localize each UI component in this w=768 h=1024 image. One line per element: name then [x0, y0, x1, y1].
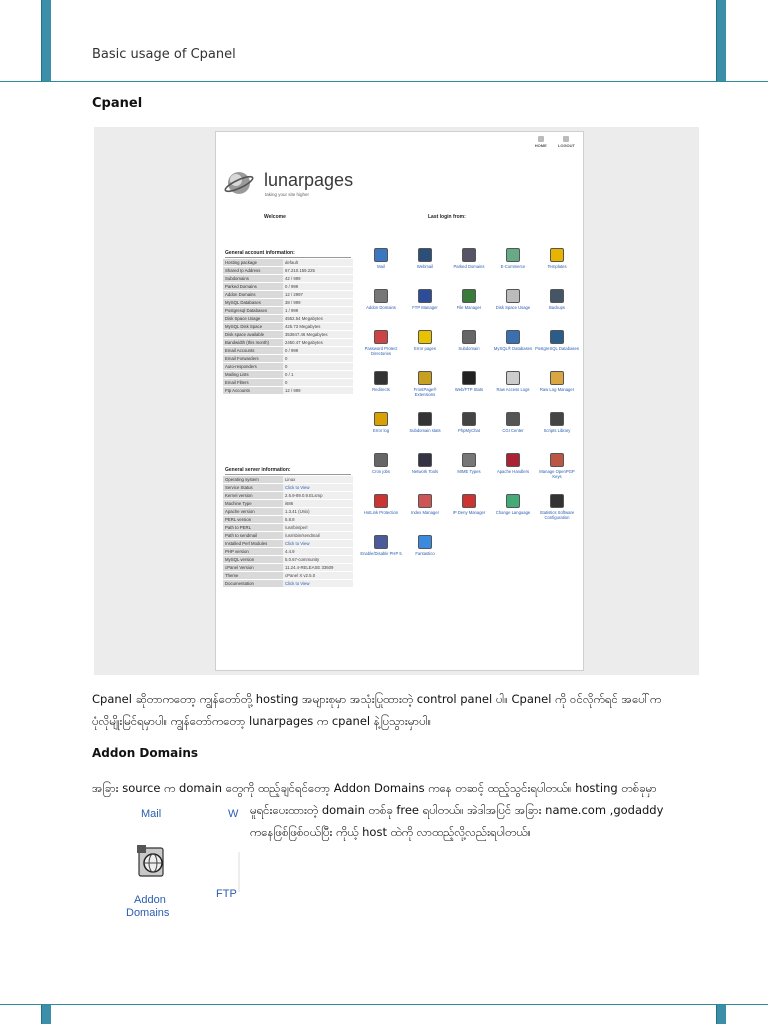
paragraph-line: ပုံလိုမျိုးမြင်ရမှာပါ။ ကျွန်တော်ကတော့ lunarpages က cpanel နဲ့ပြသွားမှာပါ။ [92, 714, 432, 728]
info-value: 2.6.9-89.0.9.ELsmp [283, 492, 353, 499]
info-key: MySQL Disk Space [223, 323, 283, 330]
cpanel-icon-label: Error log [372, 428, 390, 433]
cpanel-icon-templates[interactable] [535, 248, 579, 269]
info-row [223, 299, 353, 306]
info-key: PHP version [223, 548, 283, 555]
header-right-bar [716, 0, 726, 82]
logout-link[interactable]: LOGOUT [558, 136, 575, 148]
cpanel-feature-icon [374, 289, 388, 303]
info-key: Operating system [223, 476, 283, 483]
cpanel-icon-label: CGI Center [502, 428, 524, 433]
info-key: Machine Type [223, 500, 283, 507]
cpanel-feature-icon [374, 535, 388, 549]
cpanel-icon-network-tools[interactable] [403, 453, 447, 474]
info-value: /usr/bin/perl [283, 524, 353, 531]
section-heading-addon-domains: Addon Domains [92, 746, 199, 760]
info-key: MySQL Databases [223, 299, 283, 306]
info-key: Ftp Accounts [223, 387, 283, 394]
info-row [223, 556, 353, 563]
info-key: Parked Domains [223, 283, 283, 290]
addon-domains-crop [96, 800, 246, 930]
cpanel-feature-icon [550, 248, 564, 262]
info-row [223, 540, 353, 547]
info-key: Subdomains [223, 275, 283, 282]
info-row [223, 267, 353, 274]
info-key: Disk Space Usage [223, 315, 283, 322]
home-link[interactable]: HOME [535, 136, 547, 148]
cpanel-icon-enable-disable-php-5[interactable] [359, 535, 403, 556]
cpanel-icon-label: Manage OpenPGP Keys [539, 469, 575, 479]
mail-label: Mail [141, 808, 162, 820]
info-value: 0 / 999 [283, 283, 353, 290]
cpanel-icon-label: E-Commerce [500, 264, 526, 269]
cpanel-icon-raw-log-manager[interactable] [535, 371, 579, 392]
planet-logo-icon [224, 168, 254, 198]
cpanel-icon-password-protect-directories[interactable] [359, 330, 403, 356]
general-account-heading: General account information: [225, 250, 351, 258]
info-value: 1 / 999 [283, 307, 353, 314]
cpanel-feature-icon [418, 453, 432, 467]
cpanel-feature-icon [550, 330, 564, 344]
cpanel-icon-label: Redirects [372, 387, 390, 392]
general-server-heading: General server information: [225, 467, 351, 475]
info-value: 12 / 2997 [283, 291, 353, 298]
cpanel-icon-label: Error pages [414, 346, 436, 351]
cpanel-icon-label: IP Deny Manager [452, 510, 486, 515]
logo-wordmark: lunarpages [264, 170, 354, 190]
info-row [223, 508, 353, 515]
info-row [223, 500, 353, 507]
cpanel-feature-icon [550, 412, 564, 426]
cpanel-icon-mime-types[interactable] [447, 453, 491, 474]
addon-domains-icon[interactable] [136, 844, 168, 880]
info-value: 0 / 1 [283, 371, 353, 378]
cpanel-icon-label: Disk Space Usage [495, 305, 531, 310]
paragraph-line: Cpanel ဆိုတာကတော့ ကျွန်တော်တို့ hosting အများစုမှာ အသုံးပြုထားတဲ့ control panel ပါ။ Cpanel ကို ဝင်လိုက်ရင် အပေါ်က [92, 692, 662, 706]
cpanel-icon-label: MySQL® Databases [493, 346, 533, 351]
cpanel-icon-manage-openpgp-keys[interactable] [535, 453, 579, 479]
cpanel-icon-disk-space-usage[interactable] [491, 289, 535, 310]
info-key: Email Forwarders [223, 355, 283, 362]
cpanel-feature-icon [418, 289, 432, 303]
cpanel-icon-webmail[interactable] [403, 248, 447, 269]
cpanel-feature-icon [374, 494, 388, 508]
cpanel-icon-hotlink-protection[interactable] [359, 494, 403, 515]
cpanel-icon-subdomain[interactable] [447, 330, 491, 351]
info-key: Kernel version [223, 492, 283, 499]
cpanel-icon-file-manager[interactable] [447, 289, 491, 310]
info-value: 1.3.41 (Unix) [283, 508, 353, 515]
info-value: i686 [283, 500, 353, 507]
info-row [223, 492, 353, 499]
paragraph-addon-line1: အခြား source က domain တွေကို ထည့်ချင်ရင်တော့ Addon Domains ကနေ တဆင့် ထည့်သွင်းရပါတယ်။ hosting တစ်ခုမှာ [92, 781, 657, 795]
cpanel-feature-icon [506, 289, 520, 303]
info-key: Theme [223, 572, 283, 579]
info-key: Apache version [223, 508, 283, 515]
info-row [223, 315, 353, 322]
info-value: 0 [283, 379, 353, 386]
cpanel-icon-label: Scripts Library [543, 428, 571, 433]
info-row [223, 283, 353, 290]
info-value: 2450.47 Megabytes [283, 339, 353, 346]
footer-rule [0, 1004, 768, 1005]
paragraph-cpanel-intro [92, 688, 712, 732]
info-value: 4552.54 Megabytes [283, 315, 353, 322]
cpanel-icon-parked-domains[interactable] [447, 248, 491, 269]
info-value: Linux [283, 476, 353, 483]
info-key: Auto-responders [223, 363, 283, 370]
info-key: Email Filters [223, 379, 283, 386]
cpanel-feature-icon [462, 330, 476, 344]
cpanel-feature-icon [506, 412, 520, 426]
info-value: 12 / 999 [283, 387, 353, 394]
info-row [223, 572, 353, 579]
info-row [223, 339, 353, 346]
cpanel-feature-icon [418, 494, 432, 508]
cpanel-feature-icon [506, 330, 520, 344]
cpanel-icon-phpmychat[interactable] [447, 412, 491, 433]
cpanel-feature-icon [550, 453, 564, 467]
info-row [223, 564, 353, 571]
cpanel-feature-icon [418, 371, 432, 385]
info-value: 0 / 999 [283, 347, 353, 354]
cpanel-icon-cgi-center[interactable] [491, 412, 535, 433]
info-row [223, 371, 353, 378]
footer-left-bar [41, 1004, 51, 1024]
account-info-table [223, 258, 353, 395]
cpanel-feature-icon [462, 248, 476, 262]
info-row [223, 580, 353, 587]
cpanel-icon-fantastico[interactable] [403, 535, 447, 556]
cpanel-feature-icon [418, 248, 432, 262]
click-to-view-link[interactable]: Click to View [283, 484, 353, 491]
info-key: Email Accounts [223, 347, 283, 354]
cpanel-icon-label: Templates [547, 264, 567, 269]
cpanel-icon-ftp-manager[interactable] [403, 289, 447, 310]
info-value: 11.24.4-RELEASE 33609 [283, 564, 353, 571]
cpanel-feature-icon [506, 494, 520, 508]
last-login-label: Last login from: [428, 214, 466, 220]
cpanel-icon-label: PostgreSQL Databases [535, 346, 579, 351]
info-row [223, 331, 353, 338]
info-row [223, 516, 353, 523]
cpanel-feature-icon [462, 371, 476, 385]
footer-right-bar [716, 1004, 726, 1024]
cpanel-icon-apache-handlers[interactable] [491, 453, 535, 474]
info-value: default [283, 259, 353, 266]
cpanel-icon-label: Subdomain stats [409, 428, 441, 433]
crop-divider [238, 852, 240, 892]
cpanel-icon-frontpage-extensions[interactable] [403, 371, 447, 397]
info-key: PERL version [223, 516, 283, 523]
info-row [223, 363, 353, 370]
info-key: Installed Perl Modules [223, 540, 283, 547]
cpanel-icon-label: Change Language [495, 510, 531, 515]
click-to-view-link[interactable]: Click to View [283, 580, 353, 587]
info-value: 42 / 999 [283, 275, 353, 282]
info-value: 353847.46 Megabytes [283, 331, 353, 338]
cpanel-icon-label: Statistics Software Configuration [539, 510, 575, 520]
cpanel-icon-web-ftp-stats[interactable] [447, 371, 491, 392]
cpanel-feature-icon [374, 371, 388, 385]
info-key: Documentation [223, 580, 283, 587]
cpanel-icon-mysql-databases[interactable] [491, 330, 535, 351]
cpanel-feature-icon [462, 289, 476, 303]
cpanel-feature-icon [506, 371, 520, 385]
cpanel-icon-label: Web/FTP Stats [454, 387, 484, 392]
info-row [223, 387, 353, 394]
info-value: 425.73 Megabytes [283, 323, 353, 330]
cpanel-icon-backups[interactable] [535, 289, 579, 310]
info-key: Service Status [223, 484, 283, 491]
info-key: Path to PERL [223, 524, 283, 531]
cpanel-icon-ip-deny-manager[interactable] [447, 494, 491, 515]
logo-tagline: taking your site higher [265, 192, 310, 197]
info-value: 0 [283, 355, 353, 362]
cpanel-icon-label: FTP Manager [412, 305, 438, 310]
cpanel-icon-addon-domains[interactable] [359, 289, 403, 310]
cpanel-icon-mail[interactable] [359, 248, 403, 269]
cpanel-icon-label: MIME Types [457, 469, 481, 474]
cpanel-icon-statistics-software-configuration[interactable] [535, 494, 579, 520]
cpanel-feature-icon [550, 494, 564, 508]
info-key: Postgresql Databases [223, 307, 283, 314]
cpanel-icon-label: Parked Domains [453, 264, 485, 269]
w-label: W [228, 808, 239, 820]
info-row [223, 524, 353, 531]
cpanel-icon-redirects[interactable] [359, 371, 403, 392]
cpanel-feature-icon [506, 248, 520, 262]
cpanel-icon-label: Webmail [416, 264, 434, 269]
cpanel-icon-label: HotLink Protection [363, 510, 399, 515]
cpanel-icon-label: Mail [377, 264, 385, 269]
cpanel-icon-label: FrontPage® Extensions [413, 387, 437, 397]
ftp-label: FTP [216, 888, 237, 900]
server-info-table [223, 475, 353, 588]
cpanel-feature-icon [462, 412, 476, 426]
info-key: Path to sendmail [223, 532, 283, 539]
cpanel-icon-index-manager[interactable] [403, 494, 447, 515]
cpanel-icon-label: Backups [548, 305, 566, 310]
logout-icon [563, 136, 569, 142]
page-header-title: Basic usage of Cpanel [92, 47, 236, 62]
cpanel-icon-label: Apache Handlers [496, 469, 530, 474]
header-rule [0, 81, 768, 82]
cpanel-icon-label: Cron jobs [372, 469, 390, 474]
info-key: MySQL version [223, 556, 283, 563]
cpanel-feature-icon [550, 371, 564, 385]
info-row [223, 307, 353, 314]
header-left-bar [41, 0, 51, 82]
info-key: Hosting package [223, 259, 283, 266]
cpanel-icon-label: Raw Log Manager [539, 387, 575, 392]
section-heading-cpanel: Cpanel [92, 96, 143, 111]
cpanel-icon-label: PhpMyChat [458, 428, 480, 433]
info-value: 38 / 999 [283, 299, 353, 306]
cpanel-icon-label: File Manager [456, 305, 482, 310]
info-value: /usr/sbin/sendmail [283, 532, 353, 539]
cpanel-icon-postgresql-databases[interactable] [535, 330, 579, 351]
info-row [223, 259, 353, 266]
info-key: Shared Ip Address [223, 267, 283, 274]
info-value: 0 [283, 363, 353, 370]
cpanel-icon-e-commerce[interactable] [491, 248, 535, 269]
cpanel-icon-scripts-library[interactable] [535, 412, 579, 433]
paragraph-addon-line2: မူရင်းပေးထားတဲ့ domain တစ်ခု free ရပါတယ်။ အဲဒါအပြင် အခြား name.com ,godaddy [250, 803, 664, 817]
cpanel-icon-label: Network Tools [411, 469, 439, 474]
info-key: Bandwidth (this month) [223, 339, 283, 346]
cpanel-icon-label: Fantastico [415, 551, 435, 556]
cpanel-icon-error-pages[interactable] [403, 330, 447, 351]
info-row [223, 323, 353, 330]
info-row [223, 484, 353, 491]
info-key: Addon Domains [223, 291, 283, 298]
cpanel-feature-icon [374, 248, 388, 262]
cpanel-icon-cron-jobs[interactable] [359, 453, 403, 474]
info-row [223, 347, 353, 354]
cpanel-feature-icon [462, 494, 476, 508]
paragraph-addon-line3: ကနေဖြစ်ဖြစ်ဝယ်ပြီး ကိုယ့် host ထဲကို လာထည့်လို့လည်းရပါတယ်။ [250, 825, 531, 839]
cpanel-icon-change-language[interactable] [491, 494, 535, 515]
info-value: 5.8.8 [283, 516, 353, 523]
cpanel-screenshot [215, 131, 584, 671]
info-key: cPanel Version [223, 564, 283, 571]
addon-label-line1: Addon [134, 894, 166, 906]
info-key: Mailing Lists [223, 371, 283, 378]
cpanel-icon-label: Password Protect Directories [364, 346, 398, 356]
cpanel-icon-label: Subdomain [458, 346, 480, 351]
cpanel-feature-icon [506, 453, 520, 467]
info-value: cPanel X v2.5.0 [283, 572, 353, 579]
cpanel-icon-subdomain-stats[interactable] [403, 412, 447, 433]
top-links [525, 136, 575, 148]
cpanel-feature-icon [418, 535, 432, 549]
home-icon [538, 136, 544, 142]
info-key: Disk space available [223, 331, 283, 338]
cpanel-feature-icon [374, 330, 388, 344]
info-value: 67.210.159.225 [283, 267, 353, 274]
info-row [223, 275, 353, 282]
cpanel-feature-icon [418, 412, 432, 426]
info-row [223, 291, 353, 298]
info-row [223, 532, 353, 539]
cpanel-icon-label: Enable/Disable PHP 5 [360, 551, 402, 556]
cpanel-feature-icon [550, 289, 564, 303]
info-row [223, 355, 353, 362]
info-value: 4.4.9 [283, 548, 353, 555]
info-row [223, 476, 353, 483]
addon-label-line2: Domains [126, 907, 170, 919]
cpanel-icon-label: Addon Domains [366, 305, 396, 310]
cpanel-feature-icon [374, 453, 388, 467]
info-row [223, 548, 353, 555]
cpanel-icon-label: Raw Access Logs [496, 387, 530, 392]
cpanel-feature-icon [374, 412, 388, 426]
cpanel-icon-label: Index Manager [411, 510, 439, 515]
info-value: 5.0.67-community [283, 556, 353, 563]
welcome-label: Welcome [264, 214, 286, 220]
cpanel-feature-icon [462, 453, 476, 467]
cpanel-feature-icon [418, 330, 432, 344]
click-to-view-link[interactable]: Click to View [283, 540, 353, 547]
cpanel-icon-error-log[interactable] [359, 412, 403, 433]
cpanel-icon-raw-access-logs[interactable] [491, 371, 535, 392]
info-row [223, 379, 353, 386]
